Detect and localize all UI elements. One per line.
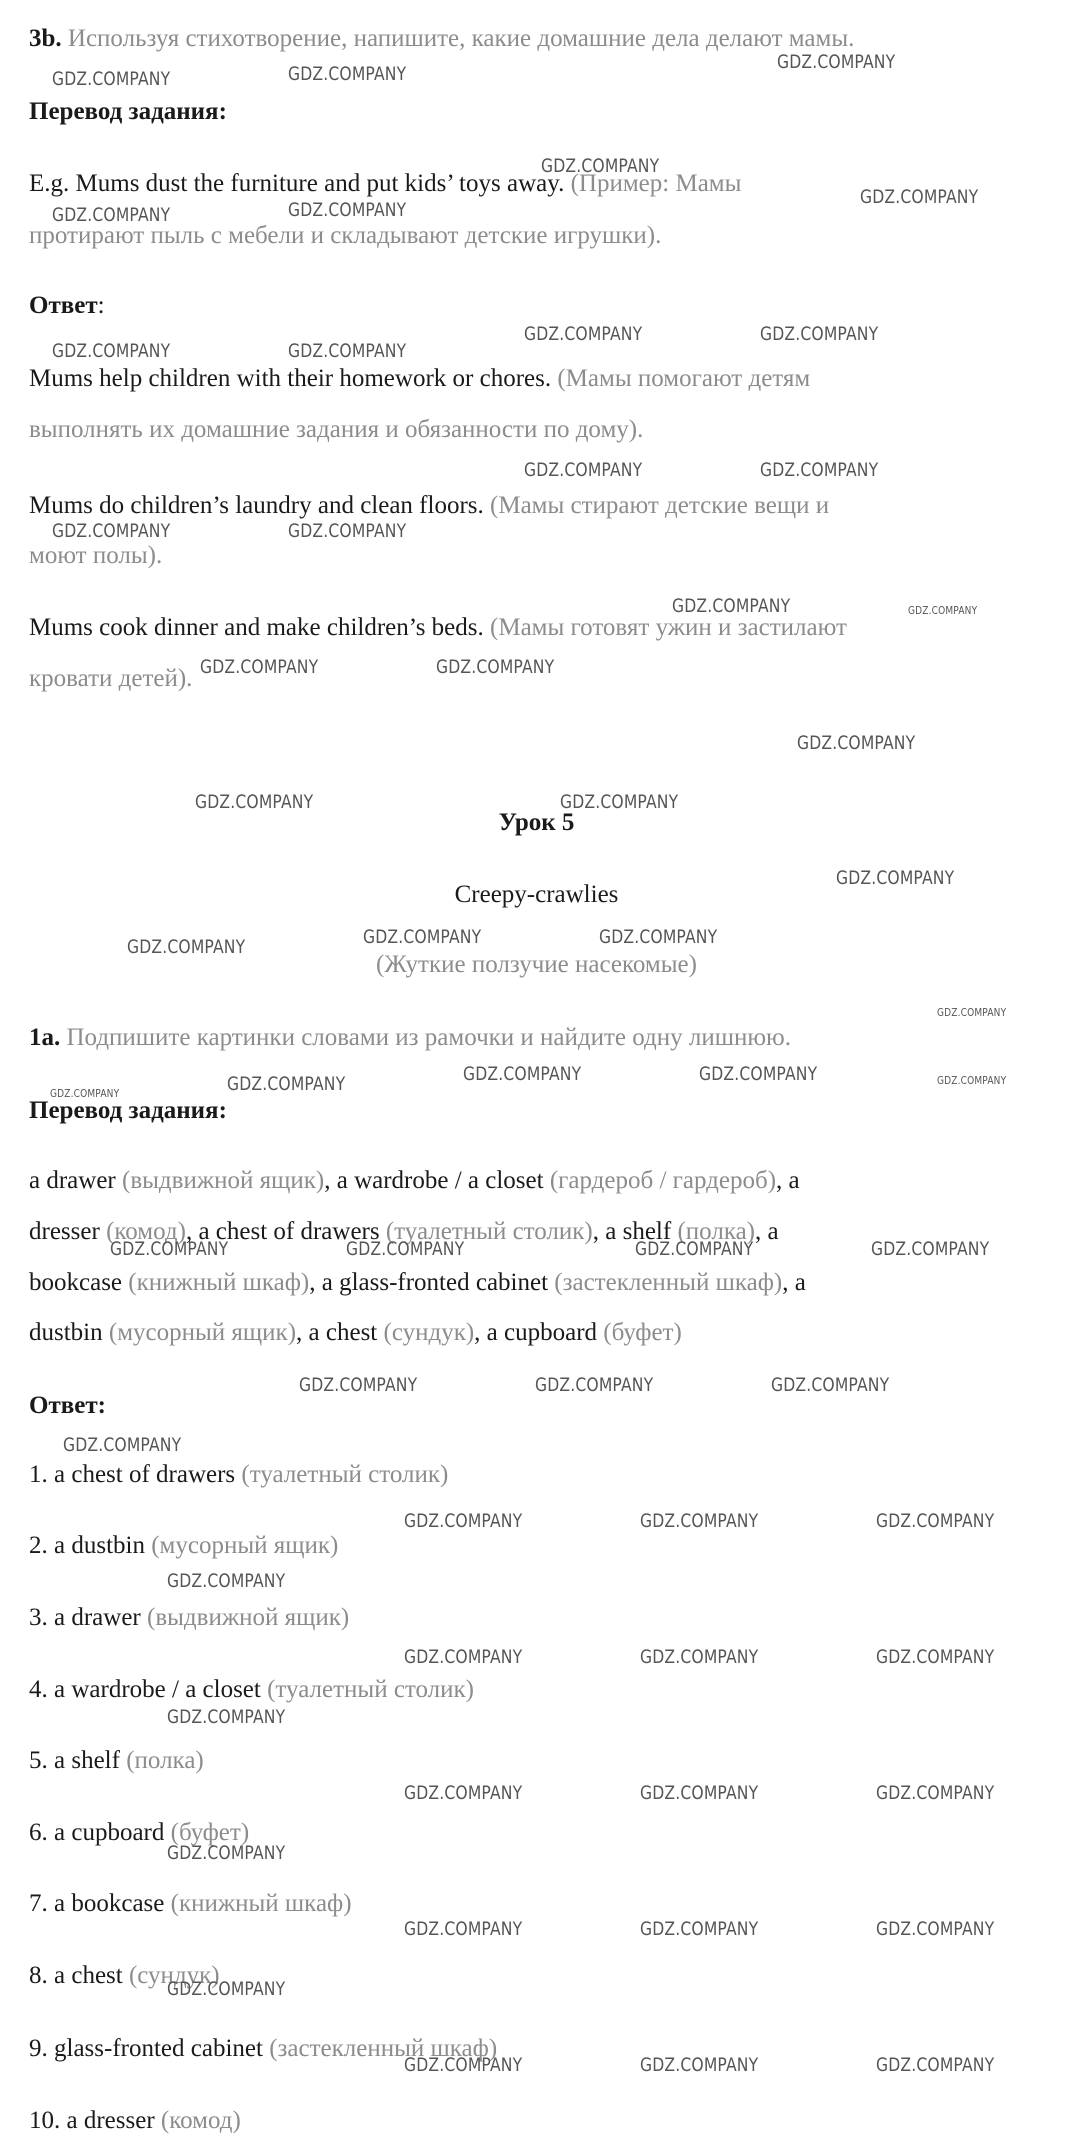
answer-ru: (выдвижной ящик) — [147, 1604, 350, 1631]
watermark: GDZ.COMPANY — [635, 1238, 754, 1260]
lesson-title: Урок 5 — [498, 809, 575, 836]
watermark: GDZ.COMPANY — [404, 1510, 523, 1532]
exercise-number: 3b. — [29, 25, 62, 52]
word-en: dustbin — [29, 1319, 103, 1346]
watermark: GDZ.COMPANY — [363, 926, 482, 948]
word-list-line-3 — [29, 1268, 1033, 1298]
word-list-line-1 — [29, 1166, 1033, 1196]
answer-colon: : — [97, 292, 105, 319]
answer-item — [29, 1603, 1033, 1633]
exercise-number: 1a. — [29, 1024, 61, 1051]
example-en: E.g. Mums dust the furniture and put kids’ toys away. — [29, 170, 565, 197]
answer-item — [29, 1460, 1033, 1490]
word-ru: (туалетный столик) — [385, 1218, 593, 1245]
translation-heading: Перевод задания: — [29, 98, 227, 125]
watermark: GDZ.COMPANY — [560, 791, 679, 813]
answer-3-line-1 — [29, 613, 1033, 643]
watermark: GDZ.COMPANY — [640, 1510, 759, 1532]
answer-en: Mums cook dinner and make children’s beds. — [29, 614, 484, 641]
word-en: a shelf — [605, 1218, 672, 1245]
word-ru: (комод) — [106, 1218, 186, 1245]
watermark: GDZ.COMPANY — [937, 1006, 1007, 1019]
word-separator: , a — [776, 1167, 800, 1194]
word-separator: , — [324, 1167, 331, 1194]
answer-en: Mums help children with their homework or chores. — [29, 365, 552, 392]
answer-ru: (мусорный ящик) — [151, 1532, 339, 1559]
watermark: GDZ.COMPANY — [836, 867, 955, 889]
answer-en: 4. a wardrobe / a closet — [29, 1676, 261, 1703]
answer-ru: (туалетный столик) — [267, 1676, 475, 1703]
watermark: GDZ.COMPANY — [288, 340, 407, 362]
watermark: GDZ.COMPANY — [524, 323, 643, 345]
watermark: GDZ.COMPANY — [524, 459, 643, 481]
answer-en: 8. a chest — [29, 1962, 123, 1989]
watermark: GDZ.COMPANY — [167, 1570, 286, 1592]
word-separator: , — [474, 1319, 481, 1346]
watermark: GDZ.COMPANY — [63, 1434, 182, 1456]
answer-ru: (сундук) — [128, 1962, 220, 1989]
answer-item — [29, 1675, 1033, 1705]
watermark: GDZ.COMPANY — [699, 1063, 818, 1085]
answer-ru: (застекленный шкаф) — [269, 2035, 498, 2062]
watermark: GDZ.COMPANY — [288, 520, 407, 542]
answer-ru: (полка) — [126, 1747, 204, 1774]
answer-ru: (комод) — [160, 2107, 241, 2134]
answer-item — [29, 1746, 1033, 1776]
answer-en: Mums do children’s laundry and clean floors. — [29, 492, 484, 519]
watermark: GDZ.COMPANY — [760, 459, 879, 481]
watermark: GDZ.COMPANY — [299, 1374, 418, 1396]
word-separator: , — [592, 1218, 600, 1245]
word-en: dresser — [29, 1218, 100, 1245]
word-ru: (выдвижной ящик) — [122, 1167, 325, 1194]
watermark: GDZ.COMPANY — [541, 155, 660, 177]
word-ru: (мусорный ящик) — [108, 1319, 297, 1346]
watermark: GDZ.COMPANY — [640, 1646, 759, 1668]
watermark: GDZ.COMPANY — [908, 604, 978, 617]
watermark: GDZ.COMPANY — [227, 1073, 346, 1095]
answer-3-line-2: кровати детей). — [29, 665, 193, 692]
watermark: GDZ.COMPANY — [195, 791, 314, 813]
watermark: GDZ.COMPANY — [288, 199, 407, 221]
answer-ru: (книжный шкаф) — [170, 1890, 352, 1917]
watermark: GDZ.COMPANY — [288, 63, 407, 85]
word-ru: (гардероб / гардероб) — [549, 1167, 777, 1194]
answer-heading — [29, 291, 1033, 321]
watermark: GDZ.COMPANY — [876, 1782, 995, 1804]
word-list-line-4 — [29, 1318, 1033, 1348]
watermark: GDZ.COMPANY — [404, 1918, 523, 1940]
answer-en: 9. glass-fronted cabinet — [29, 2035, 263, 2062]
translation-heading: Перевод задания: — [29, 1097, 227, 1124]
watermark: GDZ.COMPANY — [535, 1374, 654, 1396]
word-en: bookcase — [29, 1269, 123, 1296]
word-ru: (сундук) — [383, 1319, 475, 1346]
answer-label: Ответ — [29, 292, 98, 319]
watermark: GDZ.COMPANY — [200, 656, 319, 678]
answer-2-line-1 — [29, 491, 1033, 521]
watermark: GDZ.COMPANY — [52, 340, 171, 362]
watermark: GDZ.COMPANY — [404, 2054, 523, 2076]
word-en: a chest — [308, 1319, 378, 1346]
answer-ru: (туалетный столик) — [241, 1461, 449, 1488]
answer-en: 3. a drawer — [29, 1604, 141, 1631]
watermark: GDZ.COMPANY — [50, 1087, 120, 1100]
task-text-ru: Используя стихотворение, напишите, какие домашние дела делают мамы. — [67, 25, 855, 52]
watermark: GDZ.COMPANY — [404, 1782, 523, 1804]
word-ru: (книжный шкаф) — [128, 1269, 310, 1296]
lesson-subtitle: Creepy-crawlies — [454, 881, 619, 908]
answer-item — [29, 1531, 1033, 1561]
word-en: a wardrobe / a closet — [336, 1167, 544, 1194]
answer-item — [29, 1889, 1033, 1919]
word-en: a chest of drawers — [198, 1218, 380, 1245]
answer-item — [29, 2106, 1033, 2136]
watermark: GDZ.COMPANY — [167, 1842, 286, 1864]
answer-1-line-2: выполнять их домашние задания и обязанности по дому). — [29, 416, 644, 443]
watermark: GDZ.COMPANY — [771, 1374, 890, 1396]
word-separator: , a — [755, 1218, 779, 1245]
watermark: GDZ.COMPANY — [860, 186, 979, 208]
watermark: GDZ.COMPANY — [640, 1782, 759, 1804]
word-ru: (застекленный шкаф) — [554, 1269, 783, 1296]
watermark: GDZ.COMPANY — [876, 1646, 995, 1668]
answer-heading: Ответ: — [29, 1392, 106, 1419]
word-en: a drawer — [29, 1167, 116, 1194]
answer-en: 6. a cupboard — [29, 1819, 165, 1846]
watermark: GDZ.COMPANY — [876, 1918, 995, 1940]
exercise-3b-task — [29, 24, 1033, 54]
example-ru: (Пример: Мамы — [570, 170, 742, 197]
watermark: GDZ.COMPANY — [876, 2054, 995, 2076]
lesson-subtitle-ru: (Жуткие ползучие насекомые) — [376, 951, 697, 978]
watermark: GDZ.COMPANY — [760, 323, 879, 345]
word-en: a glass-fronted cabinet — [321, 1269, 549, 1296]
answer-2-line-2: моют полы). — [29, 542, 163, 569]
watermark: GDZ.COMPANY — [52, 204, 171, 226]
watermark: GDZ.COMPANY — [777, 51, 896, 73]
watermark: GDZ.COMPANY — [52, 68, 171, 90]
watermark: GDZ.COMPANY — [167, 1978, 286, 2000]
watermark: GDZ.COMPANY — [937, 1074, 1007, 1087]
watermark: GDZ.COMPANY — [127, 936, 246, 958]
watermark: GDZ.COMPANY — [871, 1238, 990, 1260]
watermark: GDZ.COMPANY — [404, 1646, 523, 1668]
task-text-ru: Подпишите картинки словами из рамочки и найдите одну лишнюю. — [66, 1024, 791, 1051]
word-en: a cupboard — [486, 1319, 598, 1346]
word-separator: , — [185, 1218, 193, 1245]
watermark: GDZ.COMPANY — [346, 1238, 465, 1260]
word-ru: (полка) — [677, 1218, 756, 1245]
watermark: GDZ.COMPANY — [110, 1238, 229, 1260]
answer-ru: (Мамы готовят ужин и застилают — [490, 614, 847, 641]
watermark: GDZ.COMPANY — [640, 1918, 759, 1940]
example-line-2: протирают пыль с мебели и складывают детские игрушки). — [29, 222, 662, 249]
answer-en: 5. a shelf — [29, 1747, 120, 1774]
watermark: GDZ.COMPANY — [167, 1706, 286, 1728]
watermark: GDZ.COMPANY — [672, 595, 791, 617]
watermark: GDZ.COMPANY — [599, 926, 718, 948]
watermark: GDZ.COMPANY — [52, 520, 171, 542]
word-separator: , a — [782, 1269, 806, 1296]
exercise-1a-task — [29, 1023, 1033, 1053]
answer-ru: (Мамы стирают детские вещи и — [490, 492, 830, 519]
answer-en: 7. a bookcase — [29, 1890, 165, 1917]
word-ru: (буфет) — [603, 1319, 682, 1346]
word-separator: , — [309, 1269, 316, 1296]
watermark: GDZ.COMPANY — [463, 1063, 582, 1085]
answer-ru: (буфет) — [170, 1819, 250, 1846]
watermark: GDZ.COMPANY — [876, 1510, 995, 1532]
answer-en: 2. a dustbin — [29, 1532, 145, 1559]
answer-1-line-1 — [29, 364, 1033, 394]
answer-en: 1. a chest of drawers — [29, 1461, 236, 1488]
watermark: GDZ.COMPANY — [436, 656, 555, 678]
watermark: GDZ.COMPANY — [797, 732, 916, 754]
word-separator: , — [296, 1319, 303, 1346]
answer-en: 10. a dresser — [29, 2107, 155, 2134]
answer-ru: (Мамы помогают детям — [557, 365, 811, 392]
watermark: GDZ.COMPANY — [640, 2054, 759, 2076]
